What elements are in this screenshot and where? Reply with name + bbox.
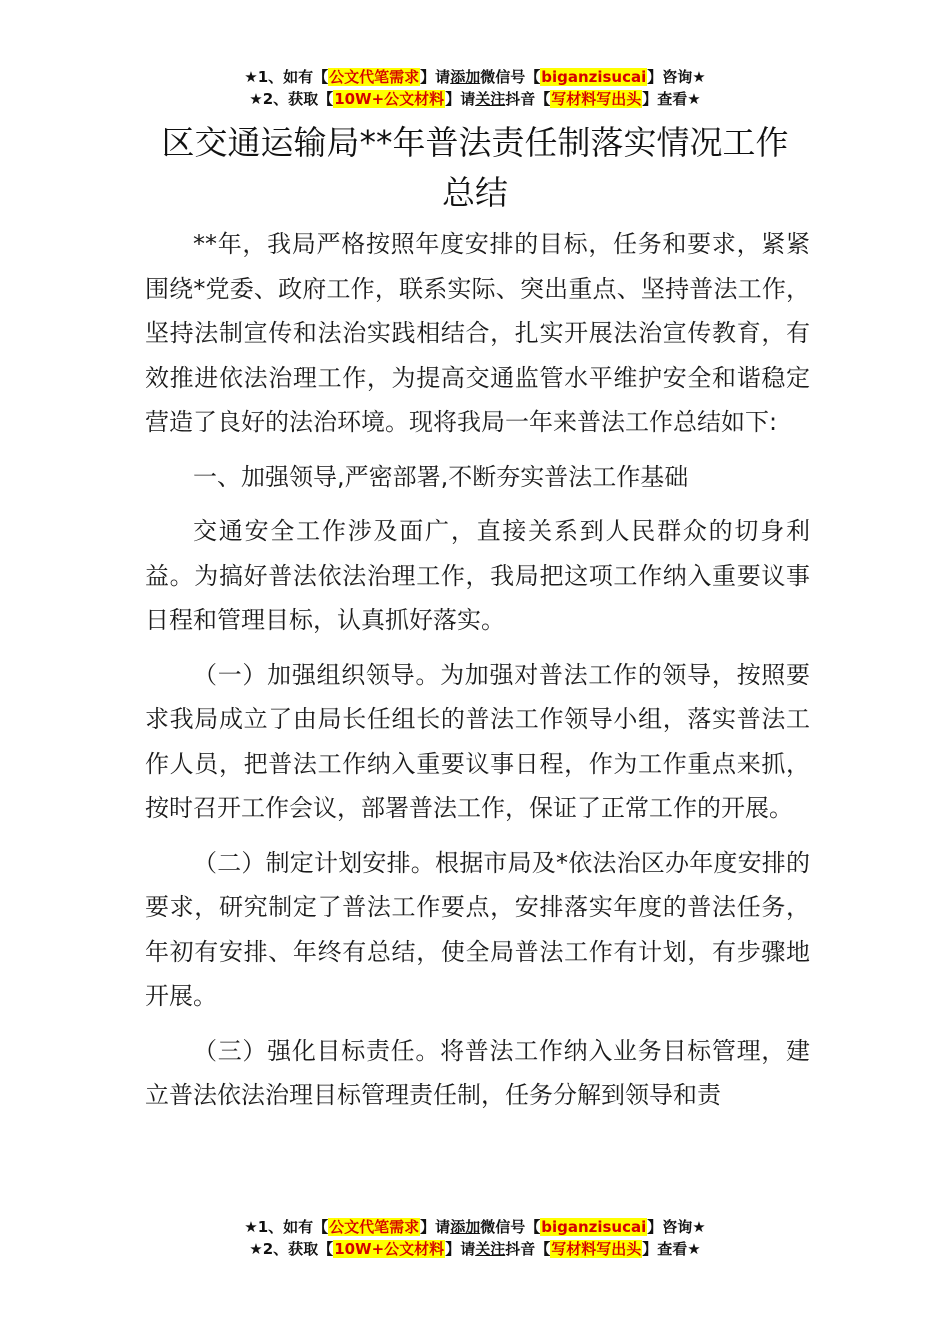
paragraph-item-3: （三）强化目标责任。将普法工作纳入业务目标管理，建立普法依法治理目标管理责任制，任务分解到领导和责 [145, 1036, 810, 1109]
paragraph-item-2: （二）制定计划安排。根据市局及*依法治区办年度安排的要求，研究制定了普法工作要点，安排落实年度的普法任务，年初有安排、年终有总结，使全局普法工作有计划，有步骤地开展。 [145, 848, 810, 1010]
banner-underline-text: 添加 [450, 1218, 481, 1236]
section-heading-1: 一、加强领导,严密部署,不断夯实普法工作基础 [193, 462, 689, 491]
banner-highlight: 公文代笔需求 [329, 68, 420, 86]
banner-highlight: 写材料写出头 [551, 1240, 642, 1258]
banner-highlight: biganzisucai [541, 1218, 647, 1236]
banner-text: 】请 [445, 1240, 476, 1258]
banner-text: 】咨询★ [647, 68, 706, 86]
banner-text: 】查看★ [642, 90, 701, 108]
banner-highlight: 10W+公文材料 [334, 90, 445, 108]
title-line-2: 总结 [442, 173, 508, 212]
banner-text: 】请 [420, 68, 451, 86]
banner-text: ★1、如有【 [244, 1218, 329, 1236]
banner-underline-text: 关注 [475, 90, 506, 108]
banner-text: 】请 [420, 1218, 451, 1236]
footer-banner [0, 1216, 950, 1260]
title-line-1: 区交通运输局**年普法责任制落实情况工作 [161, 123, 789, 162]
banner-highlight: 10W+公文材料 [334, 1240, 445, 1258]
banner-underline-text: 关注 [475, 1240, 506, 1258]
banner-highlight: 公文代笔需求 [329, 1218, 420, 1236]
banner-text: ★1、如有【 [244, 68, 329, 86]
paragraph-item-1: （一）加强组织领导。为加强对普法工作的领导，按照要求我局成立了由局长任组长的普法工作领导小组，落实普法工作人员，把普法工作纳入重要议事日程，作为工作重点来抓，按时召开工作会议，部署普法工作，保证了正常工作的开展。 [145, 660, 810, 822]
banner-line-1 [0, 66, 950, 88]
banner-text: 】咨询★ [647, 1218, 706, 1236]
paragraph-section-1: 交通安全工作涉及面广，直接关系到人民群众的切身利益。为搞好普法依法治理工作，我局把这项工作纳入重要议事日程和管理目标，认真抓好落实。 [145, 517, 810, 634]
paragraph-intro: **年，我局严格按照年度安排的目标，任务和要求，紧紧围绕*党委、政府工作，联系实际、突出重点、坚持普法工作，坚持法制宣传和法治实践相结合，扎实开展法治宣传教育，有效推进依法治理工作，为提高交通监管水平维护安全和谐稳定营造了良好的法治环境。现将我局一年来普法工作总结如下: [145, 230, 810, 436]
banner-text: ★2、获取【 [249, 1240, 334, 1258]
banner-text: 】查看★ [642, 1240, 701, 1258]
banner-text: 】请 [445, 90, 476, 108]
banner-line-2 [0, 88, 950, 110]
banner-text: 微信号【 [480, 68, 541, 86]
banner-underline-text: 添加 [450, 68, 481, 86]
document-body [145, 222, 810, 1128]
banner-text: ★2、获取【 [249, 90, 334, 108]
banner-highlight: biganzisucai [541, 68, 647, 86]
banner-text: 抖音【 [505, 90, 551, 108]
banner-text: 微信号【 [480, 1218, 541, 1236]
banner-line-1 [0, 1216, 950, 1238]
document-title [0, 118, 950, 218]
banner-text: 抖音【 [505, 1240, 551, 1258]
header-banner [0, 66, 950, 110]
banner-highlight: 写材料写出头 [551, 90, 642, 108]
banner-line-2 [0, 1238, 950, 1260]
